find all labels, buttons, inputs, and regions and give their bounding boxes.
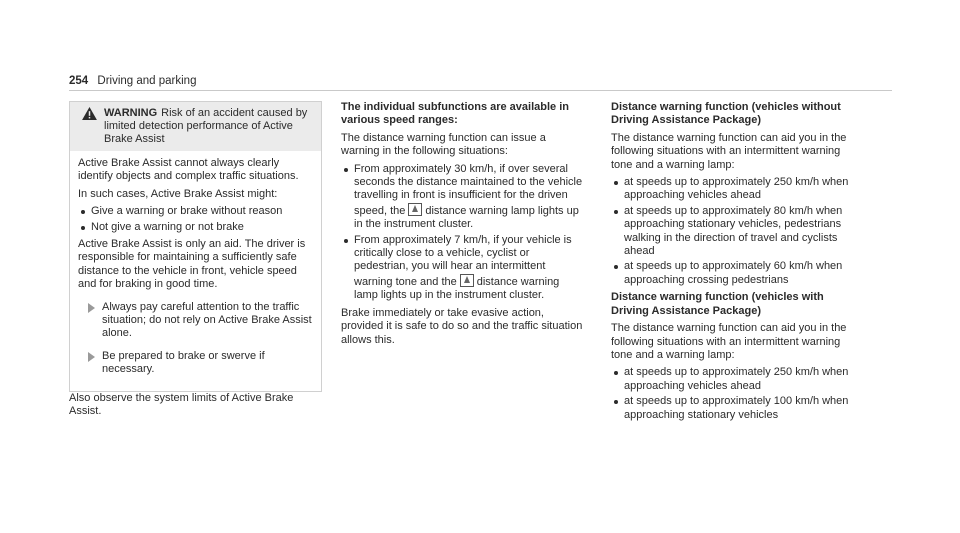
list-item: Give a warning or brake without reason <box>78 205 313 218</box>
warning-title: WARNING <box>104 107 158 119</box>
warning-body <box>70 151 321 391</box>
list-item: From approximately 7 km/h, if your vehicle is critically close to a vehicle, cyclist or pedestrian, you will hear an intermittent warning tone and the distance warning lamp lights up in the instrument cluster. <box>341 234 586 303</box>
warning-heading: Risk of an accident caused by limited detection performance of Active Brake Assist <box>104 107 308 145</box>
list-item: at speeds up to approximately 60 km/h when approaching crossing pedestrians <box>611 260 861 287</box>
list-item: at speeds up to approximately 100 km/h when approaching stationary vehicles <box>611 395 861 422</box>
arrow-right-icon <box>88 303 95 313</box>
warning-para-3: Active Brake Assist is only an aid. The driver is responsible for maintaining a sufficiently safe distance to the vehicle in front, vehicle speed and for braking in good time. <box>78 238 306 291</box>
section-title: Driving and parking <box>97 75 197 87</box>
section-heading: Distance warning function (vehicles with Driving Assistance Package) <box>611 291 824 317</box>
warning-para-2: In such cases, Active Brake Assist might: <box>78 187 278 200</box>
section-heading: Distance warning function (vehicles without Driving Assistance Package) <box>611 101 841 127</box>
action-text: Always pay careful attention to the traffic situation; do not rely on Active Brake Assist alone. <box>102 300 312 340</box>
page-header <box>69 74 892 91</box>
action-text: Be prepared to brake or swerve if necessary. <box>102 349 265 376</box>
paragraph: The distance warning function can aid you in the following situations with an intermittent warning tone and a warning lamp: <box>611 322 847 361</box>
warning-bullet-list <box>78 205 313 234</box>
paragraph: The distance warning function can aid you in the following situations with an intermittent warning tone and a warning lamp: <box>611 131 847 171</box>
section-heading: The individual subfunctions are available in various speed ranges: <box>341 101 569 127</box>
warning-para-1: Active Brake Assist cannot always clearly identify objects and complex traffic situations. <box>78 157 299 183</box>
paragraph: The distance warning function can issue a warning in the following situations: <box>341 131 546 158</box>
distance-warning-lamp-icon <box>460 274 474 287</box>
column-right <box>611 101 861 426</box>
action-step <box>78 350 313 377</box>
paragraph: Brake immediately or take evasive action, provided it is safe to do so and the traffic situation allows this. <box>341 306 583 346</box>
column-middle <box>341 101 586 351</box>
warning-triangle-icon <box>82 107 97 120</box>
list-item: at speeds up to approximately 250 km/h when approaching vehicles ahead <box>611 176 861 203</box>
column-left <box>69 101 323 423</box>
list-item: at speeds up to approximately 250 km/h when approaching vehicles ahead <box>611 366 861 393</box>
page-number: 254 <box>69 75 89 87</box>
list-item: at speeds up to approximately 80 km/h when approaching stationary vehicles, pedestrians walking in the direction of travel and cyclists ahead <box>611 205 861 259</box>
distance-warning-lamp-icon <box>408 203 422 216</box>
list-item: Not give a warning or not brake <box>78 221 313 234</box>
bullet-list <box>611 366 861 422</box>
bullet-list <box>611 176 861 287</box>
warning-header <box>70 102 321 151</box>
arrow-right-icon <box>88 352 95 362</box>
warning-box <box>69 101 322 392</box>
system-limits-note: Also observe the system limits of Active Brake Assist. <box>69 391 294 418</box>
list-item: From approximately 30 km/h, if over several seconds the distance maintained to the vehicle travelling in front is insufficient for the driven speed, the distance warning lamp lights up in the instrument cluster. <box>341 163 586 232</box>
bullet-list <box>341 163 586 303</box>
action-step <box>78 301 313 341</box>
